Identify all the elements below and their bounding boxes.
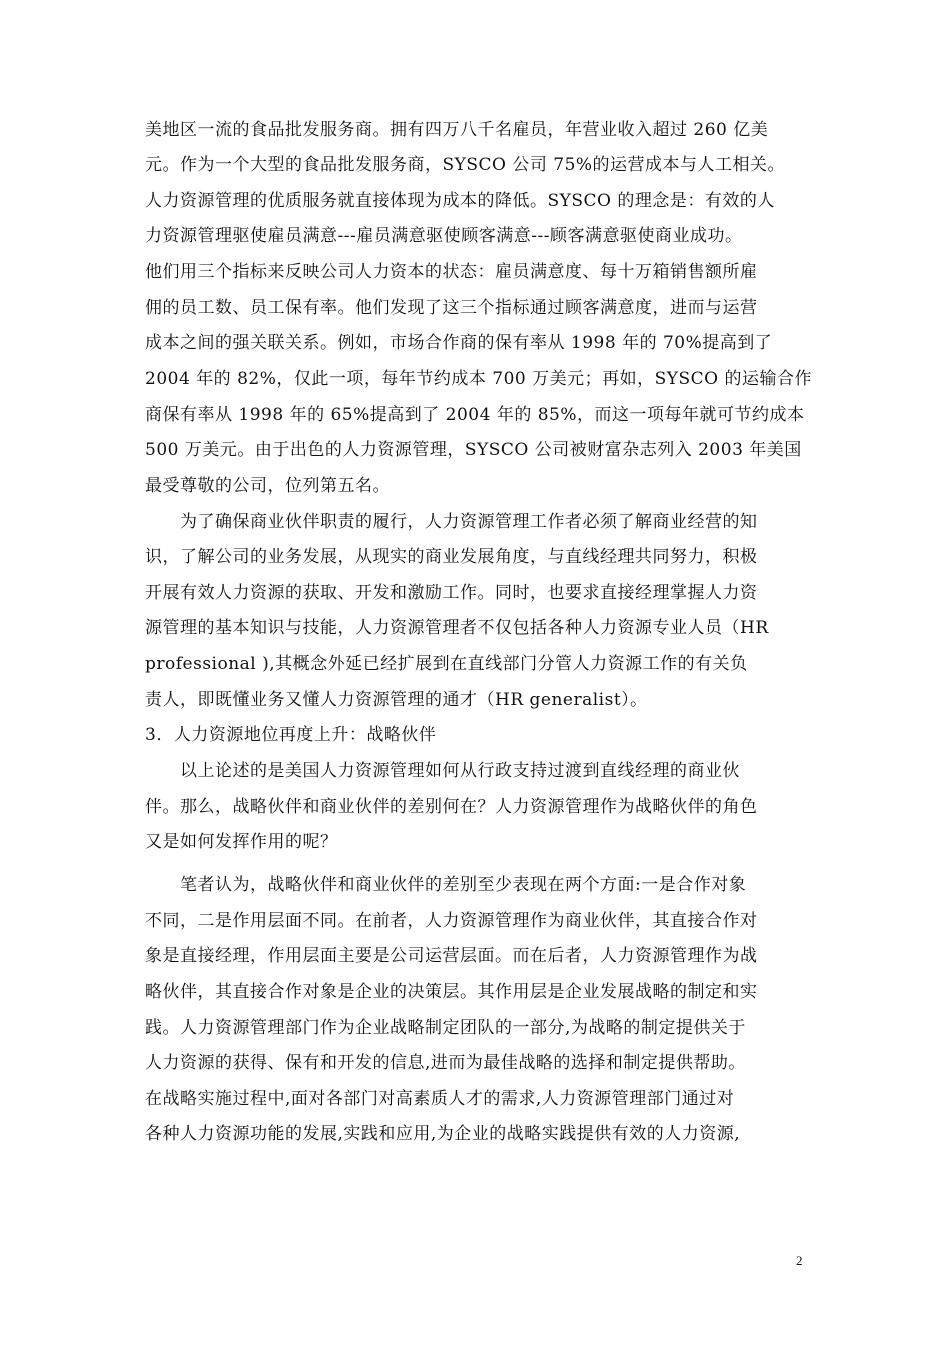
paragraph-first-line: 以上论述的是美国人力资源管理如何从行政支持过渡到直线经理的商业伙 <box>180 761 740 781</box>
text-line: 在战略实施过程中,面对各部门对高素质人才的需求,人力资源管理部门通过对 <box>145 1089 735 1109</box>
text-line: 源管理的基本知识与技能，人力资源管理者不仅包括各种人力资源专业人员（HR <box>145 618 769 638</box>
text-line: 略伙伴，其直接合作对象是企业的决策层。其作用层是企业发展战略的制定和实 <box>145 982 758 1002</box>
page-number: 2 <box>796 1253 803 1268</box>
text-line: 又是如何发挥作用的呢？ <box>145 832 338 852</box>
text-line: 人力资源管理的优质服务就直接体现为成本的降低。SYSCO 的理念是：有效的人 <box>145 191 775 211</box>
text-line: 美地区一流的食品批发服务商。拥有四万八千名雇员，年营业收入超过 260 亿美 <box>145 120 769 140</box>
text-line: 象是直接经理，作用层面主要是公司运营层面。而在后者，人力资源管理作为战 <box>145 946 758 966</box>
text-line: 佣的员工数、员工保有率。他们发现了这三个指标通过顾客满意度，进而与运营 <box>145 298 758 318</box>
text-line: 500 万美元。由于出色的人力资源管理，SYSCO 公司被财富杂志列入 2003 年美国 <box>145 440 802 460</box>
text-line: 成本之间的强关联关系。例如，市场合作商的保有率从 1998 年的 70%提高到了 <box>145 333 773 353</box>
section-heading: 3．人力资源地位再度上升：战略伙伴 <box>145 725 437 745</box>
text-line: 力资源管理驱使雇员满意---雇员满意驱使顾客满意---顾客满意驱使商业成功。 <box>145 226 743 246</box>
text-line: 开展有效人力资源的获取、开发和激励工作。同时，也要求直接经理掌握人力资 <box>145 583 758 603</box>
text-line: 各种人力资源功能的发展,实践和应用,为企业的战略实践提供有效的人力资源, <box>145 1124 741 1144</box>
paragraph-first-line: 笔者认为，战略伙伴和商业伙伴的差别至少表现在两个方面:一是合作对象 <box>180 875 747 895</box>
paragraph-first-line: 为了确保商业伙伴职责的履行，人力资源管理工作者必须了解商业经营的知 <box>180 512 758 532</box>
text-line: 商保有率从 1998 年的 65%提高到了 2004 年的 85%，而这一项每年就可节约成本 <box>145 405 805 425</box>
text-line: 2004 年的 82%，仅此一项，每年节约成本 700 万美元；再如，SYSCO 的运输合作 <box>145 369 812 389</box>
text-line: 不同，二是作用层面不同。在前者，人力资源管理作为商业伙伴，其直接合作对 <box>145 911 758 931</box>
text-line: 伴。那么，战略伙伴和商业伙伴的差别何在？人力资源管理作为战略伙伴的角色 <box>145 797 758 817</box>
text-line: professional ),其概念外延已经扩展到在直线部门分管人力资源工作的有关负 <box>145 654 748 674</box>
text-line: 践。人力资源管理部门作为企业战略制定团队的一部分,为战略的制定提供关于 <box>145 1018 746 1038</box>
text-line: 人力资源的获得、保有和开发的信息,进而为最佳战略的选择和制定提供帮助。 <box>145 1053 746 1073</box>
text-line: 最受尊敬的公司，位列第五名。 <box>145 476 390 496</box>
text-line: 他们用三个指标来反映公司人力资本的状态：雇员满意度、每十万箱销售额所雇 <box>145 262 758 282</box>
text-line: 识，了解公司的业务发展，从现实的商业发展角度，与直线经理共同努力，积极 <box>145 547 758 567</box>
text-line: 元。作为一个大型的食品批发服务商，SYSCO 公司 75%的运营成本与人工相关。 <box>145 155 786 175</box>
text-line: 责人，即既懂业务又懂人力资源管理的通才（HR generalist）。 <box>145 690 648 710</box>
